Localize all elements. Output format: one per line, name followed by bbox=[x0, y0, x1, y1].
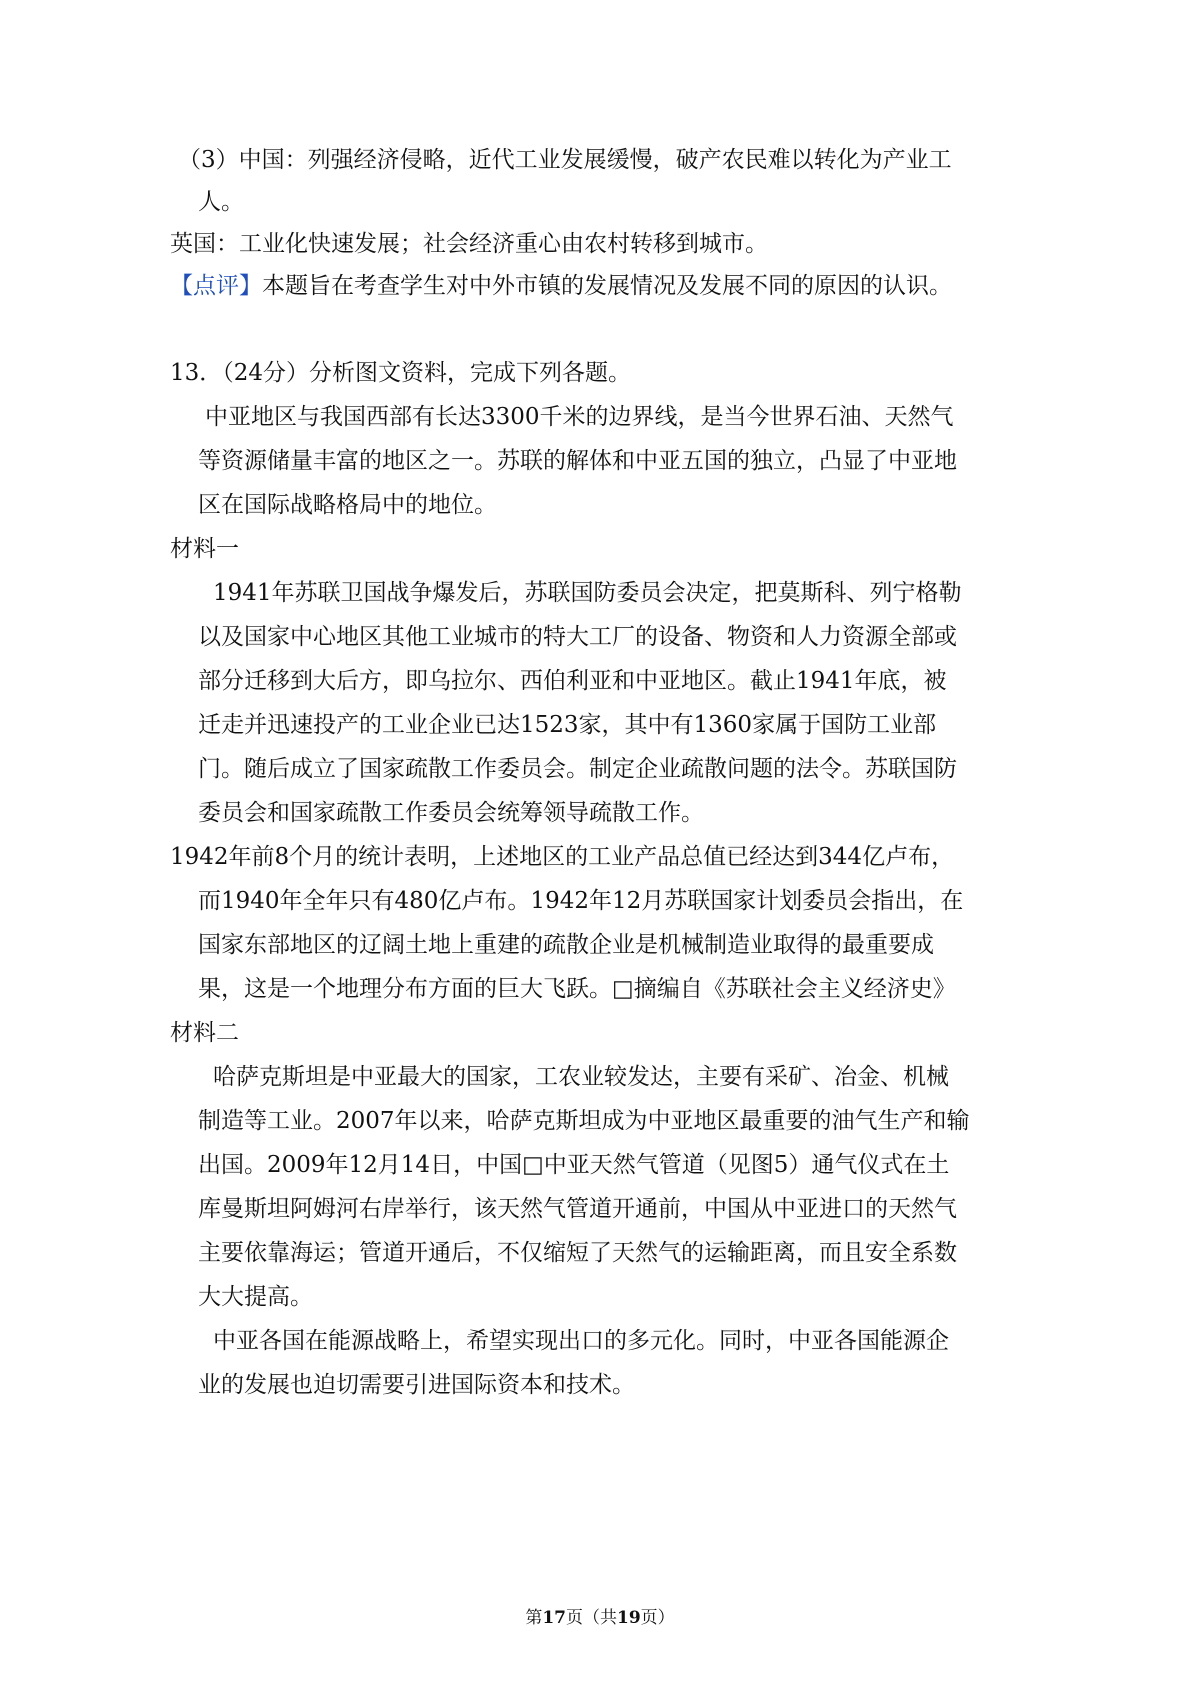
material2-line: 出国。2009年12月14日，中国□中亚天然气管道（见图5）通气仪式在土 bbox=[198, 1152, 950, 1178]
material1-line: 果，这是一个地理分布方面的巨大飞跃。□摘编自《苏联社会主义经济史》 bbox=[198, 976, 956, 1002]
page-footer bbox=[0, 1607, 1200, 1629]
material2-label: 材料二 bbox=[170, 1020, 239, 1046]
intro-line: 中亚地区与我国西部有长达3300千米的边界线，是当今世界石油、天然气 bbox=[205, 404, 954, 430]
comment-tag: 【点评】 bbox=[170, 273, 262, 299]
material2-line: 大大提高。 bbox=[198, 1284, 313, 1310]
material2-line: 哈萨克斯坦是中亚最大的国家，工农业较发达，主要有采矿、冶金、机械 bbox=[213, 1064, 949, 1090]
material2-line: 库曼斯坦阿姆河右岸举行，该天然气管道开通前，中国从中亚进口的天然气 bbox=[198, 1196, 957, 1222]
footer-suffix: 页） bbox=[640, 1608, 675, 1628]
intro-line: 区在国际战略格局中的地位。 bbox=[198, 492, 497, 518]
comment-text: 本题旨在考查学生对中外市镇的发展情况及发展不同的原因的认识。 bbox=[262, 273, 952, 299]
material1-line: 1942年前8个月的统计表明，上述地区的工业产品总值已经达到344亿卢布， bbox=[170, 844, 955, 870]
material1-label: 材料一 bbox=[170, 536, 239, 562]
material1-line: 以及国家中心地区其他工业城市的特大工厂的设备、物资和人力资源全部或 bbox=[198, 624, 957, 650]
footer-prefix: 第 bbox=[525, 1608, 543, 1628]
material1-line: 而1940年全年只有480亿卢布。1942年12月苏联国家计划委员会指出，在 bbox=[198, 888, 964, 914]
footer-middle: 页（共 bbox=[566, 1608, 617, 1628]
intro-line: 等资源储量丰富的地区之一。苏联的解体和中亚五国的独立，凸显了中亚地 bbox=[198, 448, 957, 474]
material1-line: 迁走并迅速投产的工业企业已达1523家，其中有1360家属于国防工业部 bbox=[198, 712, 937, 738]
material2-line: 制造等工业。2007年以来，哈萨克斯坦成为中亚地区最重要的油气生产和输 bbox=[198, 1108, 970, 1134]
question-13-heading: 13．（24分）分析图文资料，完成下列各题。 bbox=[170, 360, 632, 386]
material1-line: 国家东部地区的辽阔土地上重建的疏散企业是机械制造业取得的最重要成 bbox=[198, 932, 934, 958]
material1-line: 门。随后成立了国家疏散工作委员会。制定企业疏散问题的法令。苏联国防 bbox=[198, 756, 957, 782]
material1-line: 1941年苏联卫国战争爆发后，苏联国防委员会决定，把莫斯科、列宁格勒 bbox=[213, 580, 962, 606]
material2-line: 主要依靠海运；管道开通后，不仅缩短了天然气的运输距离，而且安全系数 bbox=[198, 1240, 957, 1266]
material1-line: 部分迁移到大后方，即乌拉尔、西伯利亚和中亚地区。截止1941年底，被 bbox=[198, 668, 947, 694]
comment-line bbox=[170, 271, 952, 301]
footer-page-number: 17 bbox=[542, 1608, 566, 1628]
answer-item3-line1: （3）中国：列强经济侵略，近代工业发展缓慢，破产农民难以转化为产业工 bbox=[178, 147, 952, 173]
answer-britain-line: 英国：工业化快速发展；社会经济重心由农村转移到城市。 bbox=[170, 231, 768, 257]
material1-line: 委员会和国家疏散工作委员会统筹领导疏散工作。 bbox=[198, 800, 704, 826]
answer-item3-line2: 人。 bbox=[198, 189, 244, 215]
material2-line: 中亚各国在能源战略上，希望实现出口的多元化。同时，中亚各国能源企 bbox=[213, 1328, 949, 1354]
footer-total-pages: 19 bbox=[617, 1608, 641, 1628]
material2-line: 业的发展也迫切需要引进国际资本和技术。 bbox=[198, 1372, 635, 1398]
